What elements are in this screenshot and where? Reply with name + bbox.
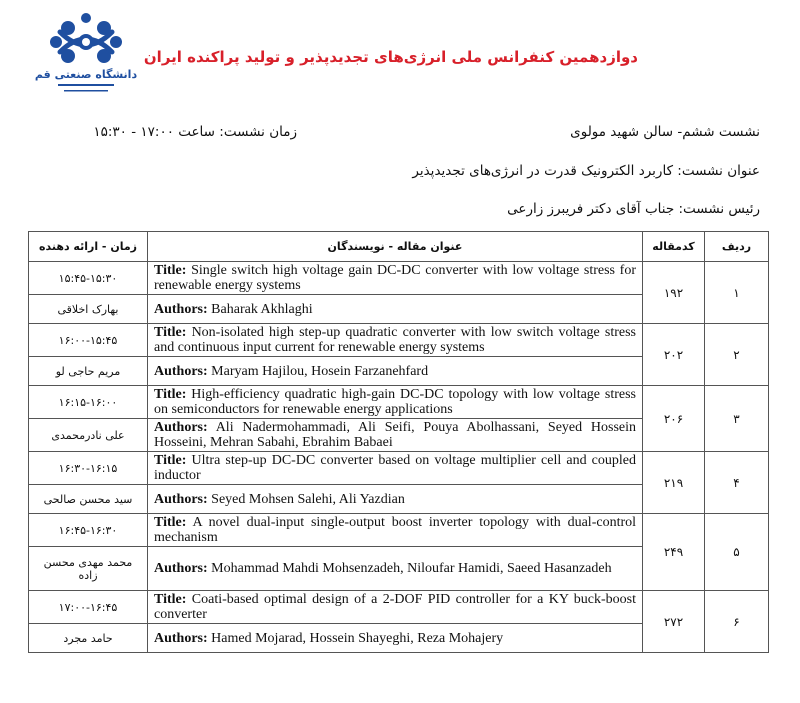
- authors-prefix: Authors:: [154, 630, 208, 646]
- presenter: بهارک اخلاقی: [29, 295, 148, 324]
- paper-authors-text: Baharak Akhlaghi: [211, 301, 313, 317]
- row-number: ۱: [705, 262, 769, 324]
- paper-code: ۱۹۲: [643, 262, 705, 324]
- session-topic: عنوان نشست: کاربرد الکترونیک قدرت در انرژی‌های تجدیدپذیر: [412, 163, 760, 179]
- paper-code: ۲۰۲: [643, 324, 705, 386]
- table-row: [29, 591, 769, 624]
- authors-prefix: Authors:: [154, 420, 208, 435]
- paper-authors-text: Mohammad Mahdi Mohsenzadeh, Niloufar Hamidi, Saeed Hasanzadeh: [211, 561, 612, 576]
- paper-title-text: Coati-based optimal design of a 2-DOF PID controller for a KY buck-boost converter: [154, 592, 637, 622]
- presenter: سید محسن صالحی: [29, 485, 148, 514]
- paper-authors: [148, 357, 643, 386]
- header-paper-code: کدمقاله: [643, 232, 705, 262]
- time-slot: ۱۶:۴۵-۱۶:۳۰: [29, 514, 148, 547]
- paper-authors: [148, 624, 643, 653]
- paper-title: [148, 324, 643, 357]
- paper-title: [148, 591, 643, 624]
- table-row: [29, 452, 769, 485]
- header-time-presenter: زمان - ارائه دهنده: [29, 232, 148, 262]
- paper-authors: [148, 295, 643, 324]
- presenter: مریم حاجی لو: [29, 357, 148, 386]
- paper-title-text: Single switch high voltage gain DC-DC converter with low voltage stress for renewable energy systems: [154, 263, 637, 293]
- paper-title: [148, 452, 643, 485]
- conference-title: دوازدهمین کنفرانس ملی انرژی‌های تجدیدپذیر و تولید پراکنده ایران: [143, 48, 638, 66]
- paper-code: ۲۱۹: [643, 452, 705, 514]
- paper-authors-text: Maryam Hajilou, Hosein Farzanehfard: [211, 363, 429, 379]
- authors-prefix: Authors:: [154, 301, 208, 317]
- presenter: علی نادرمحمدی: [29, 419, 148, 452]
- paper-code: ۲۴۹: [643, 514, 705, 591]
- paper-authors: [148, 485, 643, 514]
- table-row: [29, 262, 769, 295]
- paper-code: ۲۷۲: [643, 591, 705, 653]
- paper-code: ۲۰۶: [643, 386, 705, 452]
- paper-title: [148, 514, 643, 547]
- authors-prefix: Authors:: [154, 363, 208, 379]
- header-title-authors: عنوان مقاله - نویسندگان: [148, 232, 643, 262]
- table-row: [29, 324, 769, 357]
- time-slot: ۱۷:۰۰-۱۶:۴۵: [29, 591, 148, 624]
- time-slot: ۱۶:۳۰-۱۶:۱۵: [29, 452, 148, 485]
- university-logo: [34, 12, 138, 102]
- table-row: [29, 386, 769, 419]
- title-prefix: Title:: [154, 387, 187, 402]
- presenter: حامد مجرد: [29, 624, 148, 653]
- row-number: ۶: [705, 591, 769, 653]
- paper-title-text: A novel dual-input single-output boost inverter topology with dual-control mechanism: [154, 515, 637, 545]
- title-prefix: Title:: [154, 263, 187, 278]
- paper-title: [148, 262, 643, 295]
- paper-authors-text: Ali Nadermohammadi, Ali Seifi, Pouya Abolhassani, Seyed Hossein Hosseini, Mehran Sabahi, Ebrahim Babaei: [154, 420, 637, 450]
- table-row: [29, 514, 769, 547]
- row-number: ۲: [705, 324, 769, 386]
- paper-title-text: Non-isolated high step-up quadratic converter with low switch voltage stress and continuous input current for renewable energy systems: [154, 325, 637, 355]
- paper-authors-text: Seyed Mohsen Salehi, Ali Yazdian: [211, 491, 405, 507]
- title-prefix: Title:: [154, 592, 187, 607]
- title-prefix: Title:: [154, 325, 187, 340]
- paper-authors: [148, 547, 643, 591]
- session-label: نشست ششم- سالن شهید مولوی: [570, 124, 760, 140]
- title-prefix: Title:: [154, 515, 187, 530]
- session-time: زمان نشست: ساعت ۱۷:۰۰ - ۱۵:۳۰: [93, 124, 297, 140]
- session-chair: رئیس نشست: جناب آقای دکتر فریبرز زارعی: [507, 201, 760, 217]
- row-number: ۴: [705, 452, 769, 514]
- paper-authors: [148, 419, 643, 452]
- paper-authors-text: Hamed Mojarad, Hossein Shayeghi, Reza Mohajery: [211, 630, 504, 646]
- logo-text: دانشگاه صنعتی قم: [34, 68, 138, 81]
- title-prefix: Title:: [154, 453, 187, 468]
- paper-title: [148, 386, 643, 419]
- authors-prefix: Authors:: [154, 561, 208, 576]
- presenter: محمد مهدی محسن زاده: [29, 547, 148, 591]
- time-slot: ۱۶:۱۵-۱۶:۰۰: [29, 386, 148, 419]
- paper-title-text: Ultra step-up DC-DC converter based on voltage multiplier cell and coupled inductor: [154, 453, 636, 483]
- schedule-table: [28, 231, 769, 653]
- paper-title-text: High-efficiency quadratic high-gain DC-DC topology with low voltage stress on semiconductors for renewable energy applications: [154, 387, 637, 417]
- table-header-row: [29, 232, 769, 262]
- row-number: ۵: [705, 514, 769, 591]
- time-slot: ۱۶:۰۰-۱۵:۴۵: [29, 324, 148, 357]
- header-row-number: ردیف: [705, 232, 769, 262]
- row-number: ۳: [705, 386, 769, 452]
- time-slot: ۱۵:۴۵-۱۵:۳۰: [29, 262, 148, 295]
- authors-prefix: Authors:: [154, 491, 208, 507]
